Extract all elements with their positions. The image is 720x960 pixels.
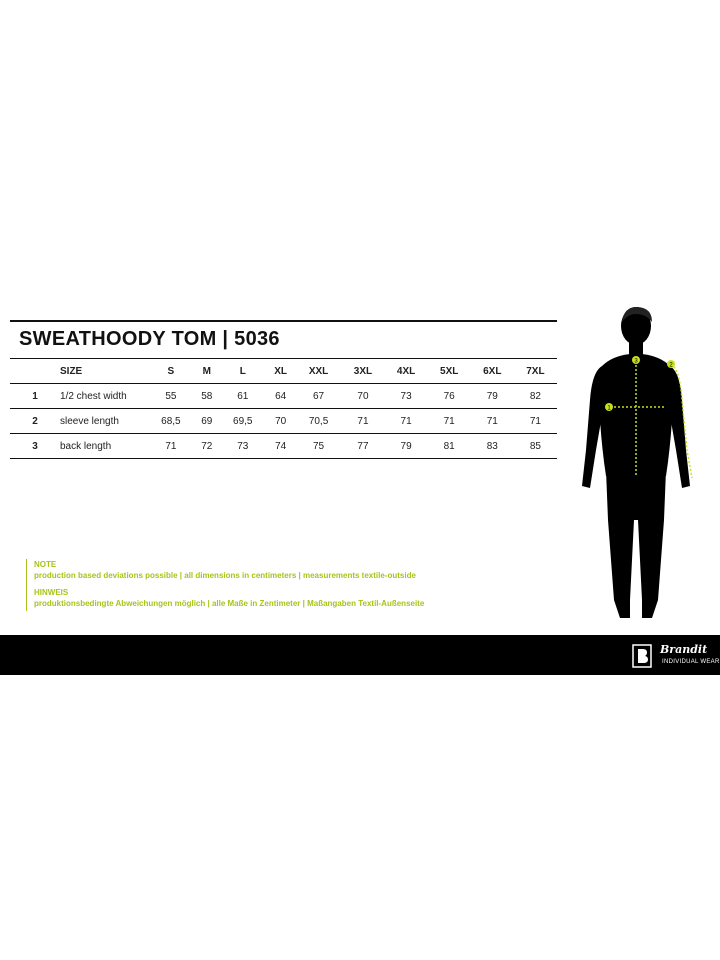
footer-bar xyxy=(0,635,720,675)
row-label: back length xyxy=(60,440,112,452)
row-number: 3 xyxy=(32,440,38,452)
size-column-header: 7XL xyxy=(526,365,545,377)
size-header-label: SIZE xyxy=(60,365,83,377)
measurement-cell: 70 xyxy=(275,415,287,427)
size-column-header: L xyxy=(239,365,246,377)
measurement-cell: 85 xyxy=(529,440,541,452)
marker-label-2: 2 xyxy=(669,362,673,369)
measurement-cell: 73 xyxy=(400,390,412,402)
measurement-cell: 58 xyxy=(201,390,213,402)
measurement-cell: 70 xyxy=(357,390,369,402)
marker-label-3: 3 xyxy=(634,358,638,365)
brand-logo-icon xyxy=(632,644,652,668)
table-row xyxy=(10,409,557,434)
measurement-cell: 81 xyxy=(443,440,455,452)
measurement-cell: 79 xyxy=(400,440,412,452)
size-table xyxy=(10,358,557,459)
size-column-header: 4XL xyxy=(396,365,416,377)
measurement-cell: 71 xyxy=(357,415,369,427)
size-column-header: 6XL xyxy=(483,365,502,377)
notes-accent-bar xyxy=(26,559,27,611)
row-label: 1/2 chest width xyxy=(60,390,127,402)
title-rule xyxy=(10,320,557,322)
measurement-cell: 68,5 xyxy=(161,415,181,427)
note-text: production based deviations possible | all dimensions in centimeters | measurements textile-outside xyxy=(34,571,416,580)
measurement-cell: 61 xyxy=(237,390,249,402)
measurement-cell: 69,5 xyxy=(233,415,253,427)
size-column-header: 3XL xyxy=(353,365,373,377)
notes-block xyxy=(34,559,424,609)
size-column-header: M xyxy=(202,365,211,377)
measurement-cell: 76 xyxy=(443,390,455,402)
size-column-header: 5XL xyxy=(440,365,459,377)
measurement-cell: 70,5 xyxy=(308,415,329,427)
measurement-cell: 69 xyxy=(201,415,213,427)
measurement-cell: 71 xyxy=(486,415,498,427)
measurement-cell: 55 xyxy=(165,390,177,402)
hinweis-text: produktionsbedingte Abweichungen möglich | alle Maße in Zentimeter | Maßangaben Textil-Außenseite xyxy=(34,599,425,608)
table-row xyxy=(10,434,557,459)
measurement-cell: 71 xyxy=(529,415,541,427)
size-column-header: XL xyxy=(274,365,288,377)
measurement-cell: 71 xyxy=(165,440,177,452)
measurement-cell: 82 xyxy=(529,390,541,402)
measurement-cell: 77 xyxy=(357,440,369,452)
measurement-cell: 79 xyxy=(486,390,498,402)
row-number: 1 xyxy=(32,390,38,402)
measurement-cell: 72 xyxy=(201,440,213,452)
header-num-cell xyxy=(10,359,60,384)
brand-tagline: INDIVIDUAL WEAR xyxy=(662,659,720,665)
measurement-cell: 83 xyxy=(486,440,498,452)
table-row xyxy=(10,384,557,409)
measurement-cell: 73 xyxy=(237,440,249,452)
measurement-cell: 64 xyxy=(275,390,287,402)
measurement-cell: 67 xyxy=(312,390,325,402)
measurement-cell: 74 xyxy=(275,440,287,452)
measurement-cell: 75 xyxy=(312,440,325,452)
row-number: 2 xyxy=(32,415,38,427)
measurement-cell: 71 xyxy=(400,415,412,427)
brand-name: Brandit xyxy=(660,643,708,656)
size-header-row xyxy=(10,359,557,384)
hinweis-heading: HINWEIS xyxy=(34,588,69,597)
body-silhouette-figure xyxy=(572,300,702,630)
row-label: sleeve length xyxy=(60,415,119,427)
note-heading: NOTE xyxy=(34,560,57,569)
marker-label-1: 1 xyxy=(607,405,611,412)
page-title: SWEATHOODY TOM | 5036 xyxy=(19,328,280,350)
measurement-cell: 71 xyxy=(443,415,455,427)
size-column-header: S xyxy=(167,365,175,377)
size-column-header: XXL xyxy=(308,365,329,377)
